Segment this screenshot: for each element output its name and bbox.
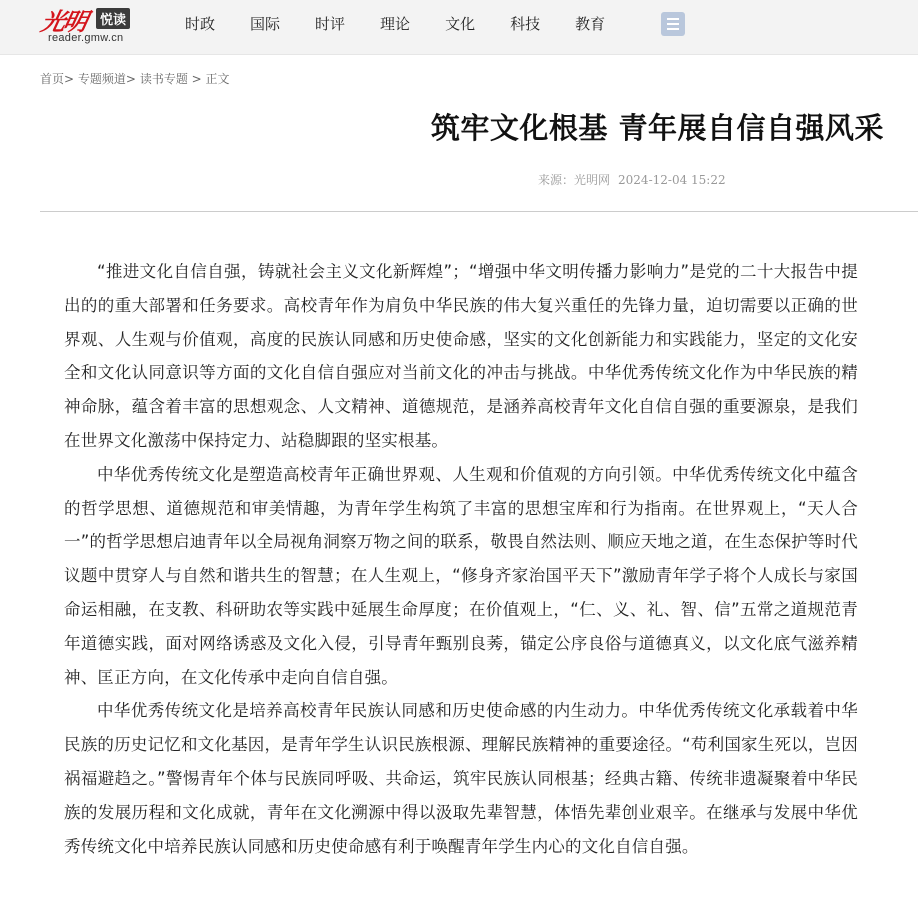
nav-item-international[interactable]: 国际 [250, 15, 281, 33]
site-logo[interactable] [38, 2, 148, 50]
source-name: 光明网 [574, 173, 611, 187]
nav-item-politics[interactable]: 时政 [185, 15, 216, 33]
menu-line [667, 28, 679, 30]
breadcrumb-current: 正文 [205, 72, 230, 86]
source-label: 来源： [538, 173, 575, 187]
header-divider [40, 211, 918, 212]
menu-list-icon[interactable] [661, 12, 685, 36]
article-paragraph: 中华优秀传统文化是塑造高校青年正确世界观、人生观和价值观的方向引领。中华优秀传统文化中蕴含的哲学思想、道德规范和审美情趣，为青年学生构筑了丰富的思想宝库和行为指南。在世界观上，“天人合一”的哲学思想启迪青年以全局视角洞察万物之间的联系，敬畏自然法则、顺应天地之道，在生态保护等时代议题中贯穿人与自然和谐共生的智慧；在人生观上，“修身齐家治国平天下”激励青年学子将个人成长与家国命运相融，在支教、科研助农等实践中延展生命厚度；在价值观上，“仁、义、礼、智、信”五常之道规范青年道德实践，面对网络诱惑及文化入侵，引导青年甄别良莠，锚定公序良俗与道德真义，以文化底气滋养精神、匡正方向，在文化传承中走向自信自强。 [64, 464, 858, 687]
breadcrumb-separator: > [125, 72, 136, 86]
logo-badge: 悦读 [96, 8, 130, 29]
publish-datetime: 2024-12-04 15:22 [618, 173, 726, 187]
breadcrumb-separator: > [191, 72, 202, 86]
nav-item-technology[interactable]: 科技 [510, 15, 541, 33]
article-title: 筑牢文化根基 青年展自信自强风采 [430, 111, 884, 145]
menu-line [667, 23, 679, 25]
logo-domain: reader.gmw.cn [48, 32, 124, 44]
breadcrumb [40, 70, 230, 87]
breadcrumb-separator: > [64, 72, 75, 86]
main-nav [185, 14, 640, 34]
article-meta [538, 171, 726, 188]
breadcrumb-reading-topic[interactable]: 读书专题 [139, 72, 188, 86]
nav-item-commentary[interactable]: 时评 [315, 15, 346, 33]
logo-calligraphy: 光明 [38, 7, 89, 36]
breadcrumb-topic-channel[interactable]: 专题频道 [77, 72, 126, 86]
nav-item-theory[interactable]: 理论 [380, 15, 411, 33]
menu-line [667, 18, 679, 20]
article-body [64, 255, 858, 863]
nav-item-culture[interactable]: 文化 [445, 15, 476, 33]
nav-item-education[interactable]: 教育 [575, 15, 606, 33]
article-paragraph: 中华优秀传统文化是培养高校青年民族认同感和历史使命感的内生动力。中华优秀传统文化承载着中华民族的历史记忆和文化基因，是青年学生认识民族根源、理解民族精神的重要途径。“苟利国家生死以，岂因祸福避趋之。”警惕青年个体与民族同呼吸、共命运，筑牢民族认同根基；经典古籍、传统非遗凝聚着中华民族的发展历程和文化成就，青年在文化溯源中得以汲取先辈智慧，体悟先辈创业艰辛。在继承与发展中华优秀传统文化中培养民族认同感和历史使命感有利于唤醒青年学生内心的文化自信自强。 [64, 701, 858, 856]
breadcrumb-home[interactable]: 首页 [40, 72, 65, 86]
article-paragraph: “推进文化自信自强，铸就社会主义文化新辉煌”；“增强中华文明传播力影响力”是党的二十大报告中提出的的重大部署和任务要求。高校青年作为肩负中华民族的伟大复兴重任的先锋力量，迫切需要以正确的世界观、人生观与价值观，高度的民族认同感和历史使命感，坚实的文化创新能力和实践能力，坚定的文化安全和文化认同意识等方面的文化自信自强应对当前文化的冲击与挑战。中华优秀传统文化作为中华民族的精神命脉，蕴含着丰富的思想观念、人文精神、道德规范，是涵养高校青年文化自信自强的重要源泉，是我们在世界文化激荡中保持定力、站稳脚跟的坚实根基。 [64, 262, 858, 450]
top-nav-bar [0, 0, 918, 55]
